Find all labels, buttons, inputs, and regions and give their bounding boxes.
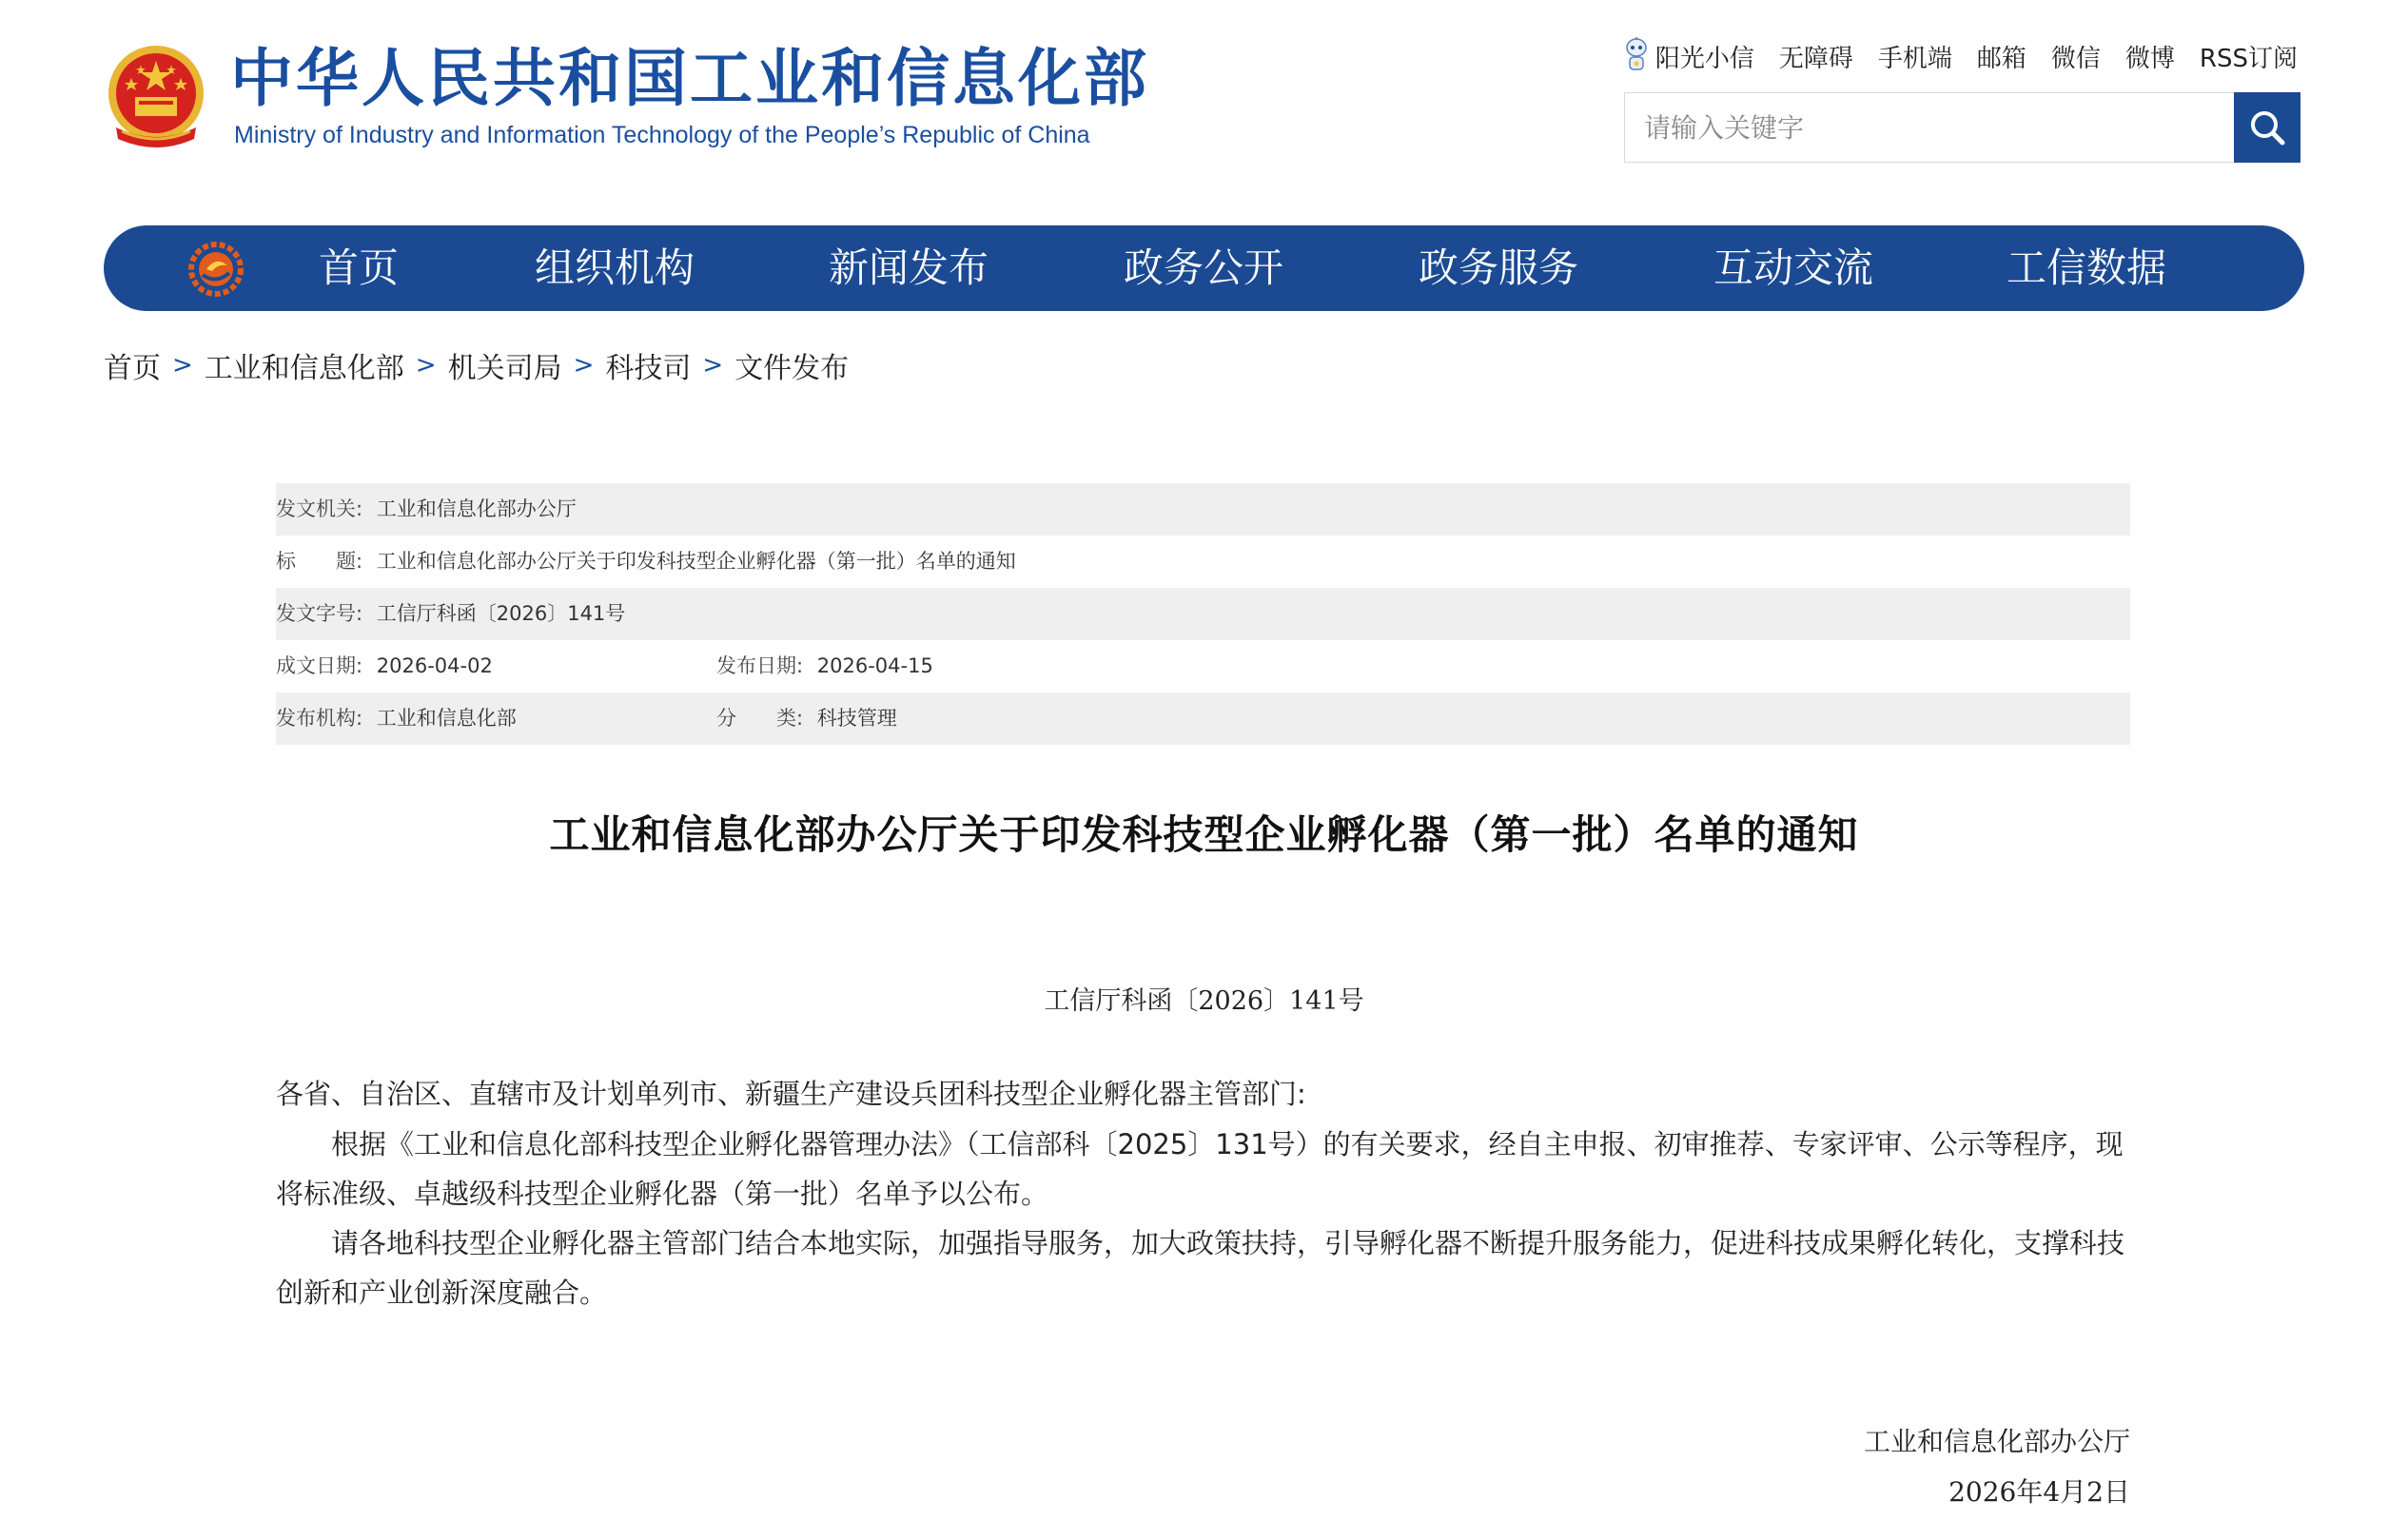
breadcrumb-tech-dept[interactable]: 科技司 <box>605 352 692 385</box>
breadcrumb-separator: > <box>415 351 437 380</box>
top-link-accessibility[interactable]: 无障碍 <box>1778 44 1853 73</box>
publisher-value: 工业和信息化部 <box>376 707 517 730</box>
doc-number-label: 发文字号: <box>276 602 363 625</box>
article-date: 2026年4月2日 <box>1948 1476 2130 1508</box>
breadcrumb <box>104 344 849 386</box>
breadcrumb-ministry[interactable]: 工业和信息化部 <box>204 352 404 385</box>
doc-number-value: 工信厅科函〔2026〕141号 <box>376 602 626 625</box>
info-row-dates <box>276 640 2130 692</box>
publish-date-label: 发布日期: <box>716 654 804 677</box>
info-row-title <box>276 536 2130 588</box>
nav-item-interaction[interactable]: 互动交流 <box>1713 244 1874 291</box>
search-icon <box>2247 107 2287 147</box>
nav-item-organization[interactable]: 组织机构 <box>535 244 695 291</box>
info-row-doc-number <box>276 588 2130 640</box>
top-link-mail[interactable]: 邮箱 <box>1976 44 2026 73</box>
document-info-table <box>276 483 2130 745</box>
search-box <box>1624 92 2300 163</box>
top-link-rss[interactable]: RSS订阅 <box>2199 44 2298 73</box>
site-title[interactable]: 中华人民共和国工业和信息化部 <box>230 42 1149 115</box>
breadcrumb-home[interactable]: 首页 <box>104 352 161 385</box>
nav-item-services[interactable]: 政务服务 <box>1419 244 1579 291</box>
robot-icon <box>1623 36 1650 76</box>
top-link-weibo[interactable]: 微博 <box>2124 44 2175 73</box>
breadcrumb-separator: > <box>702 351 724 380</box>
breadcrumb-documents[interactable]: 文件发布 <box>734 352 850 385</box>
info-row-issuer <box>276 483 2130 536</box>
article-number: 工信厅科函〔2026〕141号 <box>1044 986 1364 1016</box>
issuer-value: 工业和信息化部办公厅 <box>376 497 577 520</box>
top-link-mobile[interactable]: 手机端 <box>1877 44 1952 73</box>
nav-item-news[interactable]: 新闻发布 <box>829 244 989 291</box>
title-value: 工业和信息化部办公厅关于印发科技型企业孵化器（第一批）名单的通知 <box>376 550 1016 573</box>
search-input[interactable] <box>1625 93 2234 162</box>
top-link-sunny[interactable]: 阳光小信 <box>1654 44 1754 73</box>
written-date-label: 成文日期: <box>276 654 363 677</box>
info-row-publisher <box>276 692 2130 745</box>
title-label: 标 题: <box>276 550 363 573</box>
nav-item-data[interactable]: 工信数据 <box>2007 244 2167 291</box>
article-signature: 工业和信息化部办公厅 <box>1863 1426 2130 1457</box>
nav-item-home[interactable]: 首页 <box>319 244 400 291</box>
article-title: 工业和信息化部办公厅关于印发科技型企业孵化器（第一批）名单的通知 <box>549 811 1859 858</box>
category-value: 科技管理 <box>816 707 897 730</box>
publish-date-value: 2026-04-15 <box>816 654 933 677</box>
article-paragraph: 请各地科技型企业孵化器主管部门结合本地实际，加强指导服务，加大政策扶持，引导孵化器不断提升服务能力，促进科技成果孵化转化，支撑科技创新和产业创新深度融合。 <box>276 1227 2125 1309</box>
top-link-wechat[interactable]: 微信 <box>2050 44 2101 73</box>
issuer-label: 发文机关: <box>276 497 363 520</box>
site-subtitle: Ministry of Industry and Information Technology of the People’s Republic of China <box>234 122 1090 148</box>
article-paragraph: 根据《工业和信息化部科技型企业孵化器管理办法》（工信部科〔2025〕131号）的有关要求，经自主申报、初审推荐、专家评审、公示等程序，现将标准级、卓越级科技型企业孵化器（第一批）名单予以公布。 <box>276 1128 2124 1210</box>
article-salutation: 各省、自治区、直辖市及计划单列市、新疆生产建设兵团科技型企业孵化器主管部门: <box>276 1078 1306 1110</box>
sunny-assistant-link[interactable] <box>1623 36 1754 76</box>
breadcrumb-departments[interactable]: 机关司局 <box>447 352 562 385</box>
nav-item-government-affairs[interactable]: 政务公开 <box>1124 244 1284 291</box>
site-header <box>0 0 2408 219</box>
publisher-label: 发布机构: <box>276 707 363 730</box>
written-date-value: 2026-04-02 <box>376 654 493 677</box>
breadcrumb-separator: > <box>172 351 193 380</box>
search-button[interactable] <box>2234 92 2300 163</box>
main-nav <box>104 225 2304 311</box>
breadcrumb-separator: > <box>573 351 595 380</box>
category-label: 分 类: <box>716 707 804 730</box>
national-emblem-icon[interactable] <box>103 44 209 156</box>
top-links <box>1623 36 2298 76</box>
miit-logo-icon[interactable] <box>187 241 245 298</box>
